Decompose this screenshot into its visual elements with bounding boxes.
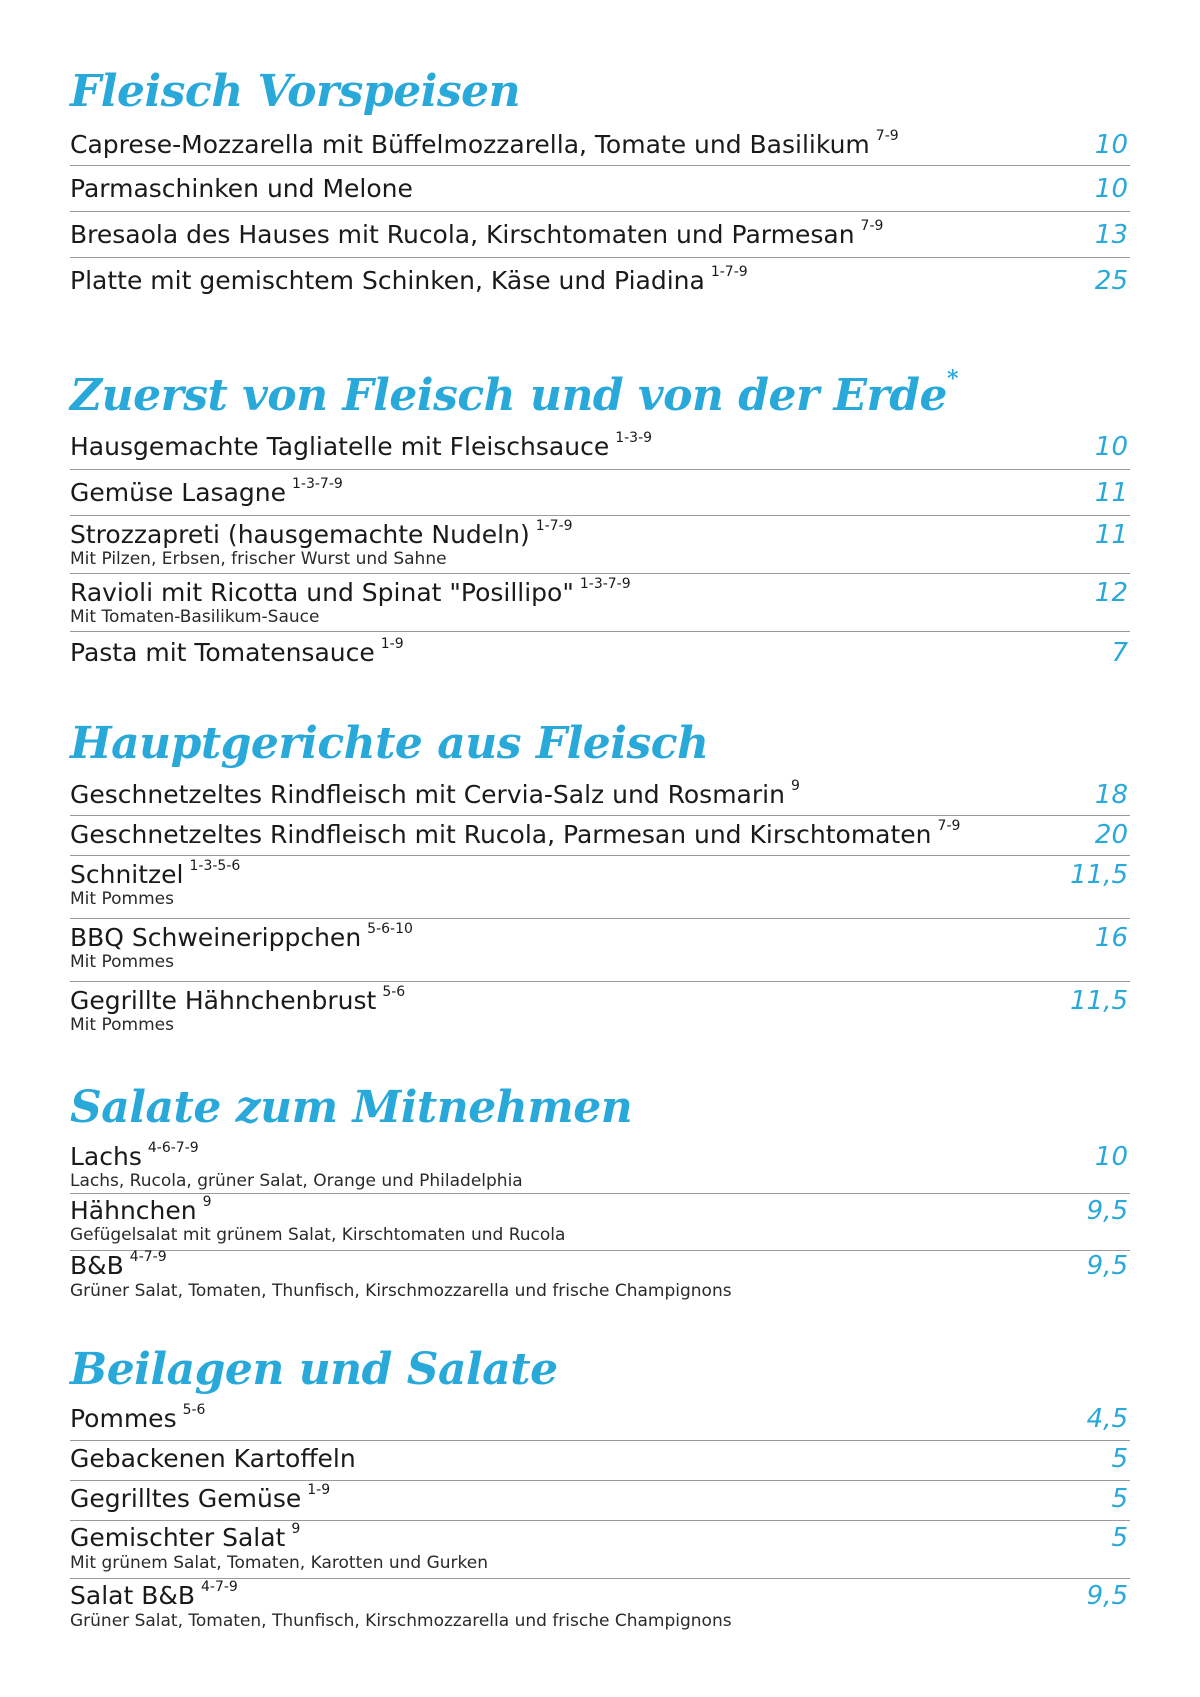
menu-item-name: Pommes $^{5-6}$: [70, 1402, 206, 1433]
allergen-codes: 7-9: [860, 218, 884, 234]
menu-item-name: Caprese-Mozzarella mit Büffelmozzarella, Tomate und Basilikum $^{7-9}$: [70, 128, 899, 159]
menu-item-price: 11: [1094, 520, 1128, 550]
menu-item-price: 9,5: [1086, 1581, 1128, 1611]
section-hauptgerichte: [70, 716, 1130, 1045]
menu-item: [70, 1398, 1130, 1441]
menu-item-name: Schnitzel $^{1-3-5-6}$: [70, 858, 241, 889]
menu-item: [70, 1194, 1130, 1251]
menu-item-price: 18: [1094, 780, 1128, 810]
menu-item-description: Grüner Salat, Tomaten, Thunfisch, Kirschmozzarella und frische Champignons: [70, 1611, 732, 1631]
menu-item-price: 11,5: [1070, 986, 1128, 1016]
menu-item-name: Gemüse Lasagne $^{1-3-7-9}$: [70, 476, 343, 507]
menu-item: [70, 1441, 1130, 1481]
menu-item-name: Pasta mit Tomatensauce $^{1-9}$: [70, 636, 404, 667]
menu-item-description: Mit grünem Salat, Tomaten, Karotten und Gurken: [70, 1553, 489, 1573]
menu-item: [70, 516, 1130, 574]
menu-item-price: 10: [1094, 174, 1128, 204]
section-salate-zum-mitnehmen: [70, 1080, 1130, 1309]
allergen-codes: 1-9: [307, 1482, 331, 1498]
section-beilagen-und-salate: [70, 1342, 1130, 1637]
menu-item-name: Gegrillte Hähnchenbrust $^{5-6}$: [70, 984, 406, 1015]
menu-item-price: 9,5: [1086, 1251, 1128, 1281]
menu-item-name: Platte mit gemischtem Schinken, Käse und Piadina $^{1-7-9}$: [70, 264, 748, 295]
menu-item: [70, 574, 1130, 632]
menu-item-name: Gegrilltes Gemüse $^{1-9}$: [70, 1482, 331, 1513]
allergen-codes: 7-9: [875, 128, 899, 144]
allergen-codes: 9: [291, 1521, 301, 1537]
menu-item-name: Salat B&B $^{4-7-9}$: [70, 1579, 238, 1610]
menu-item-name: Geschnetzeltes Rindfleisch mit Cervia-Salz und Rosmarin $^9$: [70, 778, 800, 809]
allergen-codes: 1-7-9: [535, 518, 573, 534]
menu-item: [70, 120, 1130, 166]
menu-item: [70, 1579, 1130, 1637]
menu-item-price: 10: [1094, 1142, 1128, 1172]
allergen-codes: 4-6-7-9: [147, 1140, 199, 1156]
menu-item: [70, 816, 1130, 856]
menu-item: [70, 1481, 1130, 1521]
menu-item-name: Parmaschinken und Melone: [70, 174, 413, 203]
menu-item-price: 5: [1111, 1444, 1128, 1474]
menu-item-name: Gebackenen Kartoffeln: [70, 1444, 356, 1473]
menu-item-name: Gemischter Salat $^9$: [70, 1521, 301, 1552]
section-title: Zuerst von Fleisch und von der Erde*: [70, 366, 958, 421]
section-zuerst-von-fleisch: [70, 368, 1130, 678]
menu-item-name: Strozzapreti (hausgemachte Nudeln) $^{1-7-9}$: [70, 518, 573, 549]
menu-item-price: 4,5: [1086, 1404, 1128, 1434]
menu-item-price: 13: [1094, 220, 1128, 250]
menu-item-price: 5: [1111, 1523, 1128, 1553]
menu-item: [70, 982, 1130, 1045]
allergen-codes: 1-3-7-9: [579, 576, 631, 592]
menu-item: [70, 1136, 1130, 1194]
allergen-codes: 1-9: [380, 636, 404, 652]
menu-item-price: 7: [1111, 638, 1128, 668]
menu-item-description: Lachs, Rucola, grüner Salat, Orange und Philadelphia: [70, 1171, 523, 1191]
menu-item-description: Gefügelsalat mit grünem Salat, Kirschtomaten und Rucola: [70, 1225, 566, 1245]
menu-item-name: Bresaola des Hauses mit Rucola, Kirschtomaten und Parmesan $^{7-9}$: [70, 218, 884, 249]
menu-item: [70, 1521, 1130, 1579]
menu-item: [70, 632, 1130, 678]
menu-item-name: B&B $^{4-7-9}$: [70, 1249, 167, 1280]
menu-item-description: Mit Pilzen, Erbsen, frischer Wurst und Sahne: [70, 549, 447, 569]
menu-item: [70, 919, 1130, 982]
menu-item-price: 11: [1094, 478, 1128, 508]
allergen-codes: 4-7-9: [201, 1579, 238, 1595]
menu-item-name: Ravioli mit Ricotta und Spinat "Posillipo" $^{1-3-7-9}$: [70, 576, 631, 607]
menu-item-description: Mit Tomaten-Basilikum-Sauce: [70, 607, 320, 627]
allergen-codes: 1-3-5-6: [189, 858, 241, 874]
menu-item-price: 9,5: [1086, 1196, 1128, 1226]
allergen-codes: 1-3-9: [615, 430, 653, 446]
menu-item: [70, 166, 1130, 212]
allergen-codes: 7-9: [937, 818, 961, 834]
menu-item: [70, 258, 1130, 304]
allergen-codes: 4-7-9: [129, 1249, 167, 1265]
menu-item-price: 10: [1094, 130, 1128, 160]
allergen-codes: 5-6-10: [367, 921, 413, 937]
menu-item: [70, 212, 1130, 258]
section-title: Beilagen und Salate: [70, 1344, 558, 1395]
menu-item-description: Grüner Salat, Tomaten, Thunfisch, Kirschmozzarella und frische Champignons: [70, 1281, 732, 1301]
menu-item: [70, 772, 1130, 816]
title-asterisk: *: [946, 366, 958, 392]
allergen-codes: 5-6: [182, 1402, 206, 1418]
menu-item-name: BBQ Schweinerippchen $^{5-6-10}$: [70, 921, 413, 952]
allergen-codes: 9: [790, 778, 800, 794]
menu-item-price: 12: [1094, 578, 1128, 608]
section-fleisch-vorspeisen: [70, 64, 1130, 304]
allergen-codes: 9: [202, 1194, 212, 1210]
menu-item-name: Lachs $^{4-6-7-9}$: [70, 1140, 199, 1171]
menu-item: [70, 470, 1130, 516]
section-title: Fleisch Vorspeisen: [70, 66, 521, 117]
menu-item-name: Hausgemachte Tagliatelle mit Fleischsauce $^{1-3-9}$: [70, 430, 653, 461]
menu-item-name: Hähnchen $^9$: [70, 1194, 212, 1225]
menu-item-price: 11,5: [1070, 860, 1128, 890]
allergen-codes: 1-3-7-9: [292, 476, 343, 492]
menu-item-price: 5: [1111, 1484, 1128, 1514]
menu-item-price: 20: [1094, 820, 1128, 850]
menu-item-price: 16: [1094, 923, 1128, 953]
menu-item: [70, 424, 1130, 470]
menu-item-price: 25: [1094, 266, 1128, 296]
section-title: Salate zum Mitnehmen: [70, 1082, 633, 1133]
menu-item-price: 10: [1094, 432, 1128, 462]
menu-item-description: Mit Pommes: [70, 1015, 174, 1035]
allergen-codes: 1-7-9: [710, 264, 748, 280]
allergen-codes: 5-6: [382, 984, 406, 1000]
menu-item: [70, 1251, 1130, 1309]
menu-item-description: Mit Pommes: [70, 952, 174, 972]
menu-item-description: Mit Pommes: [70, 889, 174, 909]
menu-item: [70, 856, 1130, 919]
menu-item-name: Geschnetzeltes Rindfleisch mit Rucola, Parmesan und Kirschtomaten $^{7-9}$: [70, 818, 961, 849]
section-title: Hauptgerichte aus Fleisch: [70, 718, 709, 769]
